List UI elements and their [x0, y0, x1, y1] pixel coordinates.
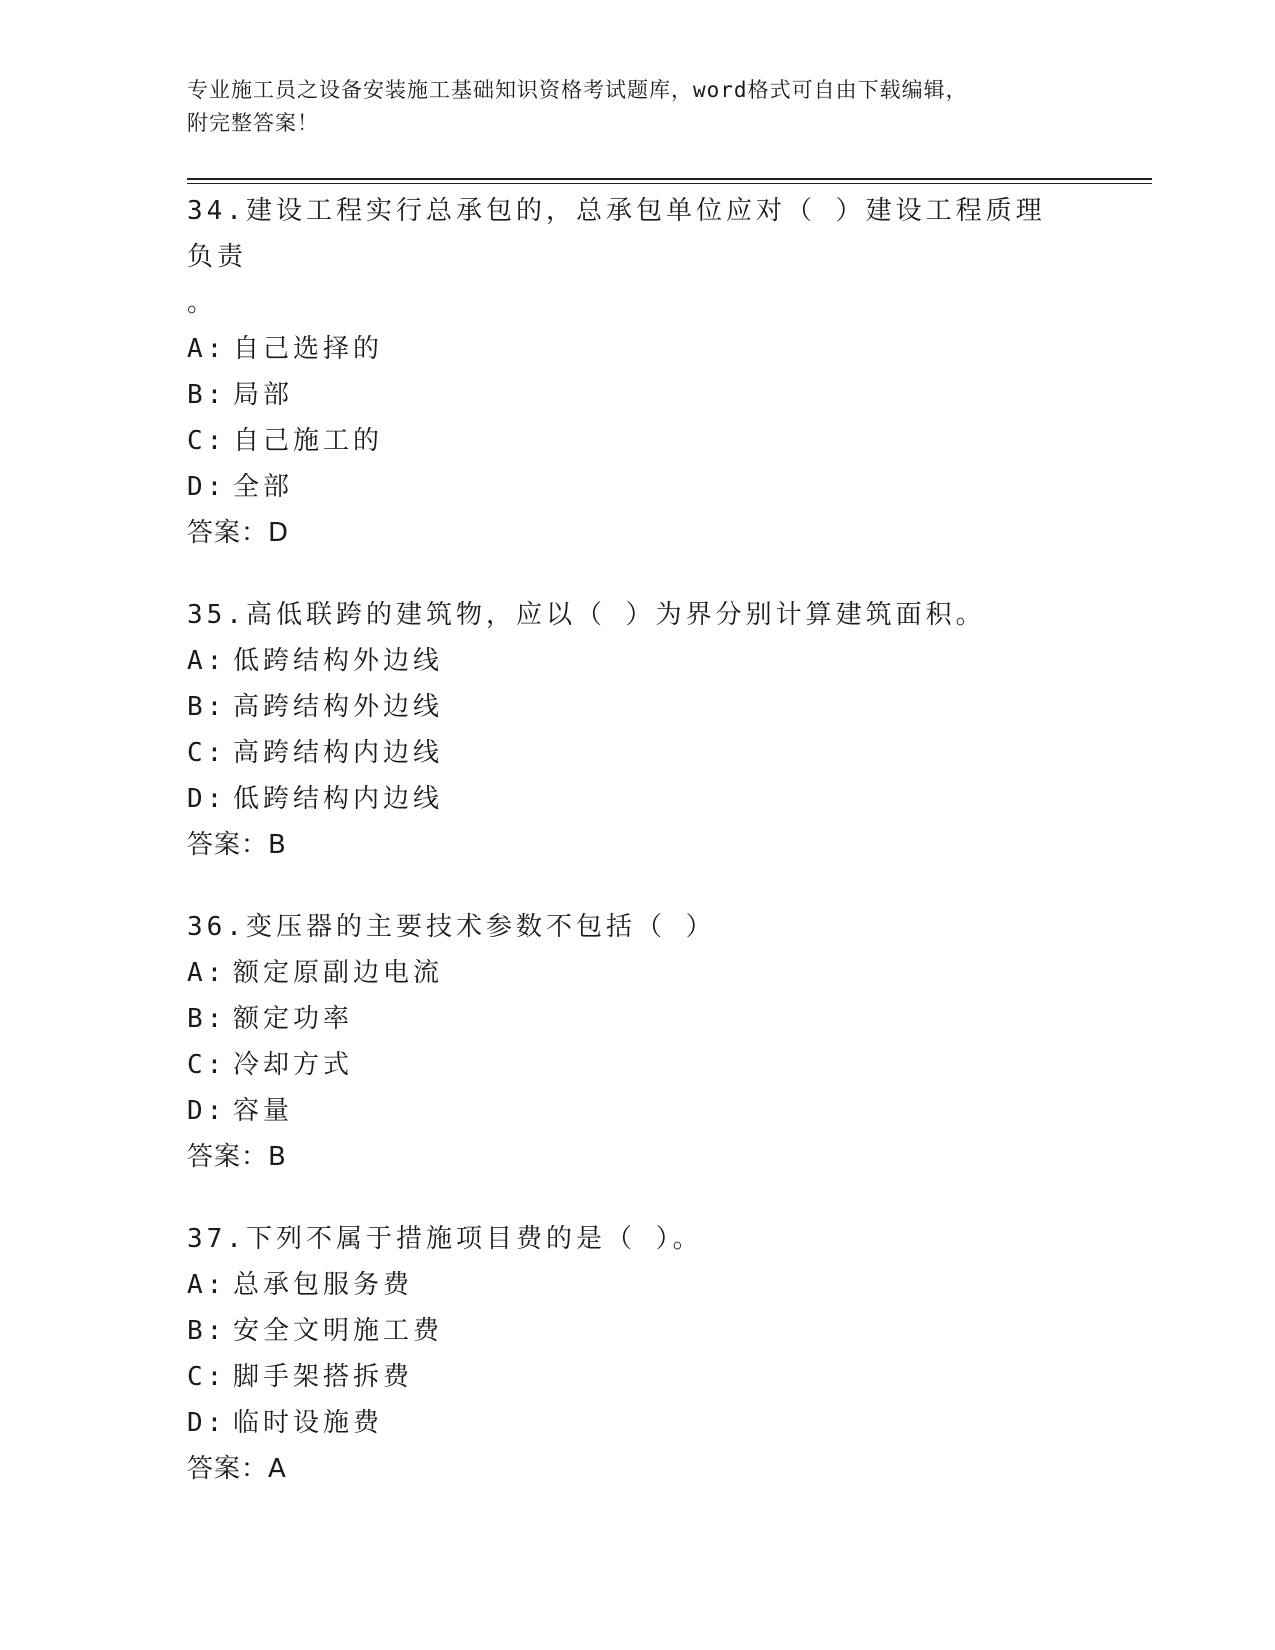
- option-text: 高跨结构内边线: [233, 738, 444, 768]
- question-stem: 36.变压器的主要技术参数不包括（ ）: [187, 912, 716, 942]
- option-c: [187, 730, 1087, 776]
- option-letter: D:: [187, 1096, 227, 1126]
- option-letter: A:: [187, 334, 227, 364]
- option-letter: B:: [187, 1316, 227, 1346]
- option-text: 额定功率: [233, 1004, 354, 1034]
- option-c: [187, 418, 1087, 464]
- question-35: [187, 592, 1087, 868]
- option-text: 低跨结构内边线: [233, 784, 444, 814]
- option-b: [187, 1308, 1087, 1354]
- header-line-1: 专业施工员之设备安装施工基础知识资格考试题库，word格式可自由下载编辑，: [187, 78, 968, 102]
- option-b: [187, 996, 1087, 1042]
- option-letter: B:: [187, 380, 227, 410]
- document-header: [187, 74, 1067, 140]
- question-stem: 34.建设工程实行总承包的，总承包单位应对（ ）建设工程质理负责: [187, 196, 1046, 272]
- option-text: 总承包服务费: [233, 1270, 414, 1300]
- option-d: [187, 1088, 1087, 1134]
- answer-line: 答案：B: [187, 830, 287, 860]
- option-letter: A:: [187, 958, 227, 988]
- question-stem: 35.高低联跨的建筑物，应以（ ）为界分别计算建筑面积。: [187, 600, 986, 630]
- option-b: [187, 684, 1087, 730]
- option-letter: B:: [187, 1004, 227, 1034]
- option-b: [187, 372, 1087, 418]
- option-text: 低跨结构外边线: [233, 646, 444, 676]
- question-stem-tail: 。: [187, 288, 214, 318]
- header-divider-thick: [187, 178, 1152, 180]
- option-text: 局部: [233, 380, 294, 410]
- answer-line: 答案：B: [187, 1142, 287, 1172]
- question-36: [187, 904, 1087, 1180]
- option-c: [187, 1354, 1087, 1400]
- option-d: [187, 464, 1087, 510]
- option-letter: C:: [187, 1050, 227, 1080]
- option-text: 自己选择的: [233, 334, 384, 364]
- answer-line: 答案：D: [187, 518, 290, 548]
- option-letter: B:: [187, 692, 227, 722]
- header-line-2: 附完整答案！: [187, 111, 319, 135]
- option-letter: D:: [187, 472, 227, 502]
- question-list: [187, 188, 1087, 1528]
- option-letter: A:: [187, 646, 227, 676]
- header-divider-thin: [187, 183, 1152, 184]
- option-letter: A:: [187, 1270, 227, 1300]
- option-text: 冷却方式: [233, 1050, 354, 1080]
- option-letter: D:: [187, 784, 227, 814]
- option-c: [187, 1042, 1087, 1088]
- answer-line: 答案：A: [187, 1454, 287, 1484]
- option-text: 全部: [233, 472, 294, 502]
- option-text: 安全文明施工费: [233, 1316, 444, 1346]
- option-text: 脚手架搭拆费: [233, 1362, 414, 1392]
- option-a: [187, 950, 1087, 996]
- option-a: [187, 1262, 1087, 1308]
- option-text: 临时设施费: [233, 1408, 384, 1438]
- option-letter: C:: [187, 738, 227, 768]
- option-text: 高跨结构外边线: [233, 692, 444, 722]
- question-34: [187, 188, 1087, 556]
- option-text: 容量: [233, 1096, 294, 1126]
- option-text: 自己施工的: [233, 426, 384, 456]
- option-a: [187, 326, 1087, 372]
- option-a: [187, 638, 1087, 684]
- option-letter: C:: [187, 426, 227, 456]
- option-d: [187, 776, 1087, 822]
- option-letter: D:: [187, 1408, 227, 1438]
- option-letter: C:: [187, 1362, 227, 1392]
- question-37: [187, 1216, 1087, 1492]
- option-d: [187, 1400, 1087, 1446]
- option-text: 额定原副边电流: [233, 958, 444, 988]
- question-stem: 37.下列不属于措施项目费的是（ ）。: [187, 1224, 703, 1254]
